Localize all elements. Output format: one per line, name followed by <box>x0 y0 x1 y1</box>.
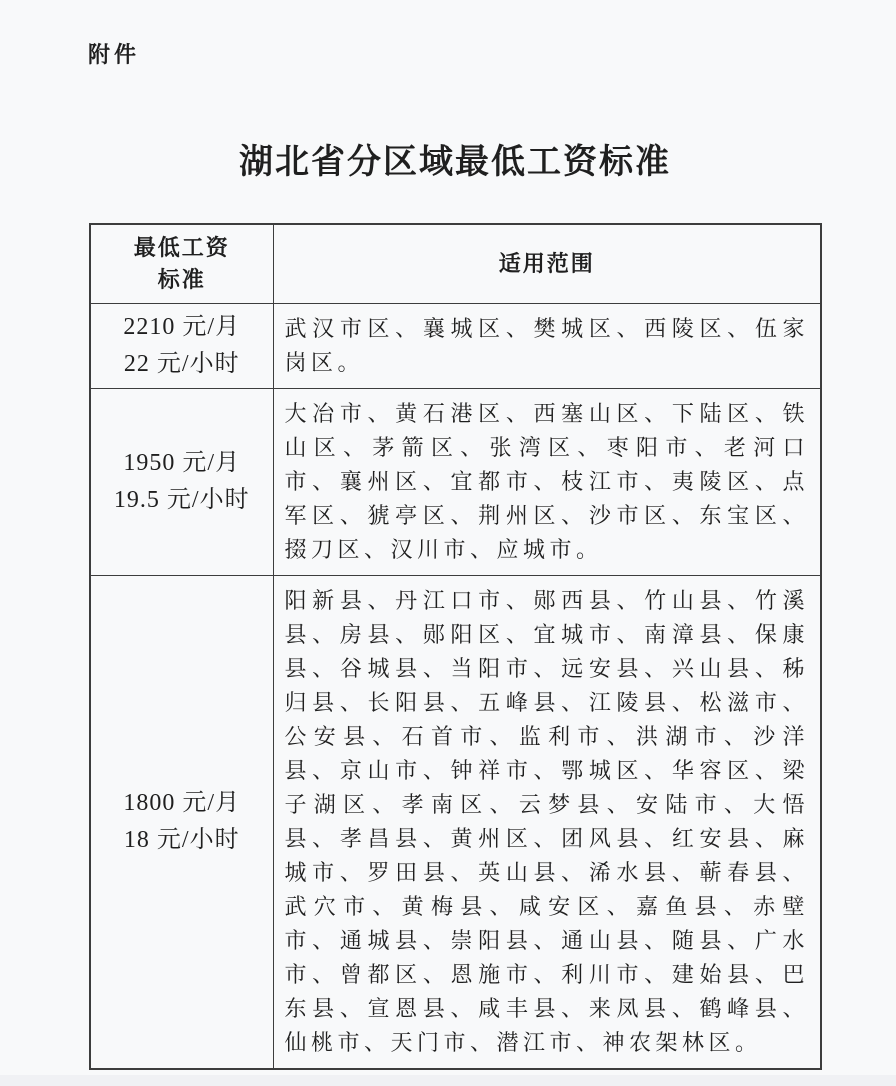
page-title: 湖北省分区域最低工资标准 <box>239 144 671 181</box>
scope-cell <box>273 388 821 575</box>
standard-cell <box>90 575 273 1069</box>
page-bottom-strip <box>0 1075 896 1086</box>
table-row <box>90 303 821 388</box>
scope-cell <box>273 303 821 388</box>
header-cell-standard <box>90 224 273 303</box>
standard-cell <box>90 388 273 575</box>
header-scope-label: 适用范围 <box>498 250 595 276</box>
attachment-label: 附件 <box>88 42 141 67</box>
monthly-wage-value: 1800 元/月 <box>123 789 241 816</box>
header-cell-scope <box>273 224 821 303</box>
table-header-row <box>90 224 821 303</box>
standard-cell <box>90 303 273 388</box>
monthly-wage-value: 1950 元/月 <box>123 449 241 476</box>
hourly-wage-value: 18 元/小时 <box>123 826 240 853</box>
scope-text: 武汉市区、襄城区、樊城区、西陵区、伍家岗区。 <box>284 315 809 375</box>
table-row <box>90 388 821 575</box>
minimum-wage-table <box>89 223 822 1070</box>
hourly-wage-value: 19.5 元/小时 <box>113 486 250 513</box>
hourly-wage-value: 22 元/小时 <box>123 350 240 377</box>
scope-cell <box>273 575 821 1069</box>
header-standard-line2: 标准 <box>157 266 206 292</box>
table-row <box>90 575 821 1069</box>
scope-text: 大冶市、黄石港区、西塞山区、下陆区、铁山区、茅箭区、张湾区、枣阳市、老河口市、襄州区、宜都市、枝江市、夷陵区、点军区、猇亭区、荆州区、沙市区、东宝区、掇刀区、汉川市、应城市。 <box>284 400 809 562</box>
monthly-wage-value: 2210 元/月 <box>123 313 241 340</box>
scope-text: 阳新县、丹江口市、郧西县、竹山县、竹溪县、房县、郧阳区、宜城市、南漳县、保康县、谷城县、当阳市、远安县、兴山县、秭归县、长阳县、五峰县、江陵县、松滋市、公安县、石首市、监利市、洪湖市、沙洋县、京山市、钟祥市、鄂城区、华容区、梁子湖区、孝南区、云梦县、安陆市、大悟县、孝昌县、黄州区、团风县、红安县、麻城市、罗田县、英山县、浠水县、蕲春县、武穴市、黄梅县、咸安区、嘉鱼县、赤壁市、通城县、崇阳县、通山县、随县、广水市、曾都区、恩施市、利川市、建始县、巴东县、宣恩县、咸丰县、来凤县、鹤峰县、仙桃市、天门市、潜江市、神农架林区。 <box>284 587 809 1055</box>
header-standard-line1: 最低工资 <box>133 234 230 260</box>
